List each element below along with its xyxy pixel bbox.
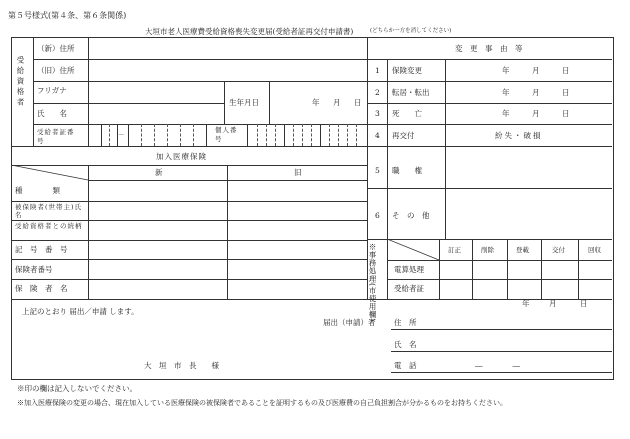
cert-number-label: 受給者証番号 (37, 128, 75, 145)
office-use-label: ※事務処理(市使用欄) (368, 243, 377, 322)
office-col-register: 登載 (516, 246, 529, 254)
form-title: 大垣市老人医療費受給資格喪失変更届(受給者証再交付申請書) (145, 27, 354, 36)
insurance-row-type: 種 類 (15, 186, 60, 195)
furigana-label: フリガナ (37, 86, 67, 95)
reason-date-2: 年 月 日 (502, 88, 570, 97)
reason-label-death: 死 亡 (392, 109, 422, 118)
insurance-col-new: 新 (155, 168, 163, 177)
addressee: 大 垣 市 長 様 (144, 361, 219, 370)
office-corner-diagonal (387, 239, 440, 261)
reason-no-2: 2 (375, 88, 380, 97)
office-col-correct: 訂正 (448, 246, 461, 254)
personal-number-label: 個人番号 (215, 126, 238, 143)
phone-separators: ― ― (475, 361, 520, 370)
recipient-section-label: 受給資格者 (16, 56, 25, 109)
footnote-2: ※加入医療保険の変更の場合、現在加入している医療保険の被保険者であることを証明するもの及び医療費の自己負担割合が分かるものをお持ちください。 (17, 399, 507, 407)
declaration-month-unit: 月 (549, 299, 557, 308)
birthdate-label: 生年月日 (229, 98, 259, 107)
cert-number-dash: － (118, 131, 125, 139)
office-col-collect: 回収 (588, 246, 601, 254)
applicant-label: 届出（申請）者 (323, 318, 376, 327)
new-address-label: （新）住所 (37, 44, 75, 53)
birth-day-unit: 日 (354, 98, 362, 107)
reason-no-4: 4 (375, 131, 380, 140)
insurance-row-insurer-number: 保険者番号 (15, 265, 53, 274)
insurance-row-symbol-number: 記 号 番 号 (15, 245, 68, 254)
insurance-row-relationship: 受給資格者との続柄 (15, 222, 83, 230)
office-col-issue: 交付 (552, 246, 565, 254)
reason-no-6: 6 (375, 211, 380, 220)
footnote-1: ※印の欄は記入しないでください。 (17, 384, 137, 393)
applicant-name-label: 氏 名 (394, 340, 417, 349)
declaration-text: 上記のとおり 届出／申請 します。 (22, 307, 139, 316)
form-number: 第５号様式(第４条、第６条関係) (8, 11, 127, 20)
name-label: 氏 名 (37, 109, 67, 118)
title-note: (どちらか一方を消してください) (370, 28, 452, 34)
reason-label-move: 転居・転出 (392, 88, 430, 97)
reason-label-insurance-change: 保険変更 (392, 66, 422, 75)
insurance-col-old: 旧 (294, 168, 302, 177)
insurance-row-insurer-name: 保 険 者 名 (15, 284, 68, 293)
insurance-header: 加入医療保険 (156, 152, 207, 161)
old-address-label: （旧）住所 (37, 66, 75, 75)
applicant-phone-label: 電 話 (394, 361, 417, 370)
reason-no-5: 5 (375, 166, 380, 175)
office-row-certificate: 受給者証 (394, 284, 424, 293)
reason-label-ex-officio: 職 権 (392, 166, 422, 175)
reason-label-reissue: 再交付 (392, 131, 415, 140)
reason-label-other: そ の 他 (392, 211, 430, 220)
birth-year-unit: 年 (312, 98, 320, 107)
reason-no-1: 1 (375, 66, 380, 75)
office-row-computer: 電算処理 (394, 265, 424, 274)
reason-date-1: 年 月 日 (502, 66, 570, 75)
office-col-delete: 削除 (481, 246, 494, 254)
reasons-header: 変 更 事 由 等 (455, 44, 523, 53)
applicant-address-label: 住 所 (394, 318, 417, 327)
reissue-options: 紛失・破損 (495, 131, 543, 140)
declaration-year-unit: 年 (522, 299, 530, 308)
declaration-day-unit: 日 (580, 299, 588, 308)
reason-date-3: 年 月 日 (502, 109, 570, 118)
insurance-row-insured-name: 被保険者(世帯主)氏名 (15, 203, 83, 219)
birth-month-unit: 月 (333, 98, 341, 107)
insurance-corner-diagonal (11, 165, 89, 181)
reason-no-3: 3 (375, 109, 380, 118)
